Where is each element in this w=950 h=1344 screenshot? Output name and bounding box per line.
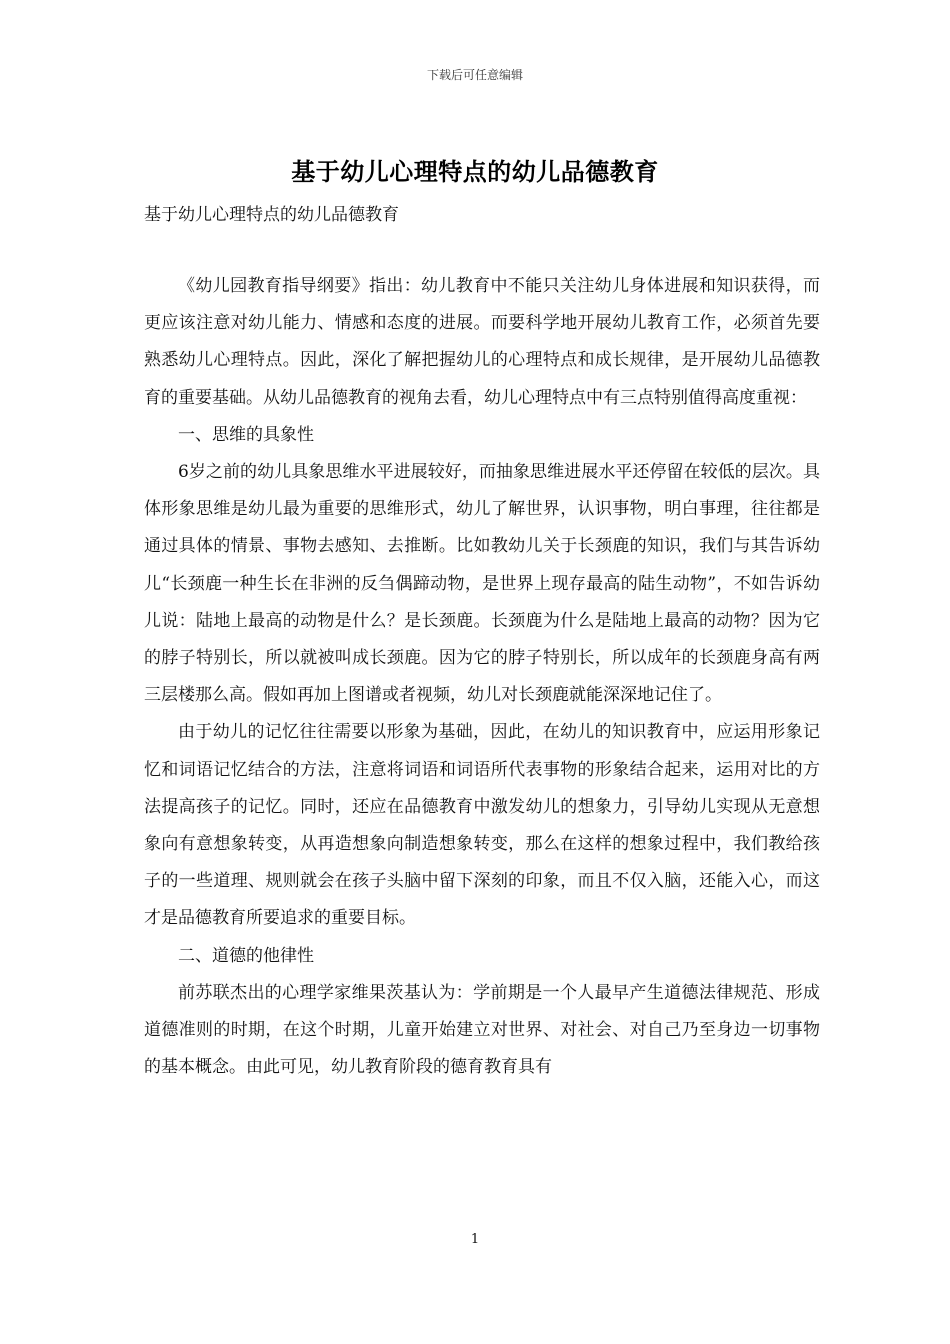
document-body <box>144 268 820 1086</box>
paragraph-intro: 《幼儿园教育指导纲要》指出：幼儿教育中不能只关注幼儿身体进展和知识获得，而更应该注意对幼儿能力、情感和态度的进展。而要科学地开展幼儿教育工作，必须首先要熟悉幼儿心理特点。因此，深化了解把握幼儿的心理特点和成长规律，是开展幼儿品德教育的重要基础。从幼儿品德教育的视角去看，幼儿心理特点中有三点特别值得高度重视： <box>144 276 820 408</box>
page-number: 1 <box>470 1232 480 1247</box>
section-heading-1: 一、思维的具象性 <box>178 424 314 445</box>
paragraph-memory: 由于幼儿的记忆往往需要以形象为基础，因此，在幼儿的知识教育中，应运用形象记忆和词语记忆结合的方法，注意将词语和词语所代表事物的形象结合起来，运用对比的方法提高孩子的记忆。同时，还应在品德教育中激发幼儿的想象力，引导幼儿实现从无意想象向有意想象转变，从再造想象向制造想象转变，那么在这样的想象过程中，我们教给孩子的一些道理、规则就会在孩子头脑中留下深刻的印象，而且不仅入脑，还能入心，而这才是品德教育所要追求的重要目标。 <box>144 722 820 929</box>
document-title: 基于幼儿心理特点的幼儿品德教育 <box>291 157 659 186</box>
document-subtitle: 基于幼儿心理特点的幼儿品德教育 <box>144 205 399 225</box>
header-note: 下载后可任意编辑 <box>426 68 523 82</box>
paragraph-heteronomy: 前苏联杰出的心理学家维果茨基认为：学前期是一个人最早产生道德法律规范、形成道德准则的时期，在这个时期，儿童开始建立对世界、对社会、对自己乃至身边一切事物的基本概念。由此可见，幼儿教育阶段的德育教育具有 <box>144 982 820 1078</box>
paragraph-concrete-thinking: 6岁之前的幼儿具象思维水平进展较好，而抽象思维进展水平还停留在较低的层次。具体形象思维是幼儿最为重要的思维形式，幼儿了解世界，认识事物，明白事理，往往都是通过具体的情景、事物去感知、去推断。比如教幼儿关于长颈鹿的知识，我们与其告诉幼儿“长颈鹿一种生长在非洲的反刍偶蹄动物，是世界上现存最高的陆生动物”，不如告诉幼儿说：陆地上最高的动物是什么？是长颈鹿。长颈鹿为什么是陆地上最高的动物？因为它的脖子特别长，所以就被叫成长颈鹿。因为它的脖子特别长，所以成年的长颈鹿身高有两三层楼那么高。假如再加上图谱或者视频，幼儿对长颈鹿就能深深地记住了。 <box>144 462 820 706</box>
section-heading-2: 二、道德的他律性 <box>178 945 314 966</box>
